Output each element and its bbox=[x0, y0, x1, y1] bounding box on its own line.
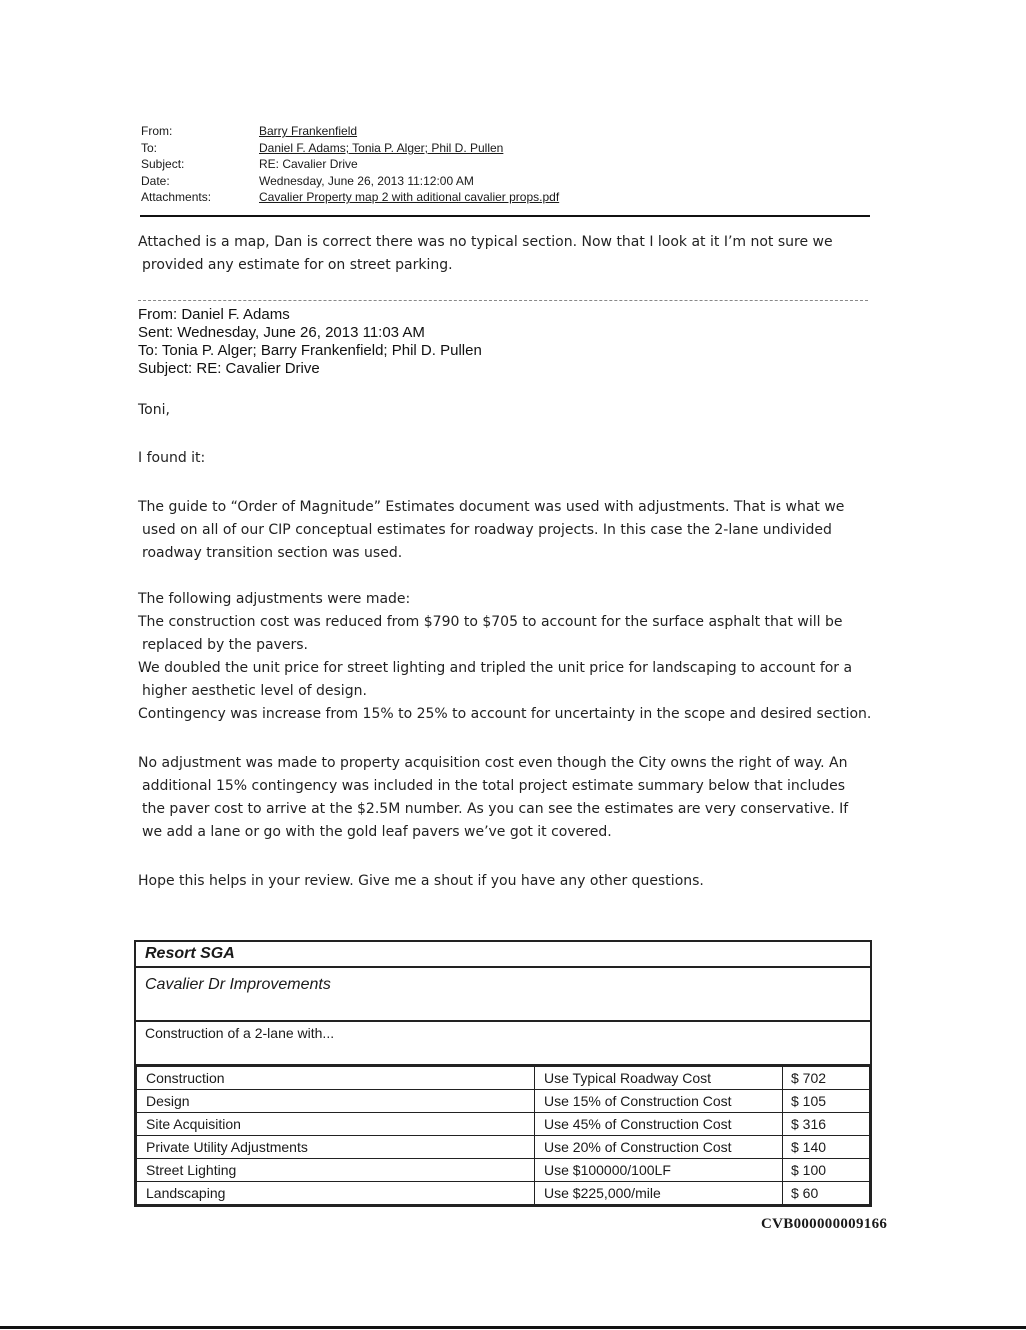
p3-line-3: the paver cost to arrive at the $2.5M number. As you can see the estimates are very conservative. If bbox=[142, 801, 849, 817]
attachments-label: Attachments: bbox=[141, 190, 212, 204]
table-title: Resort SGA bbox=[136, 942, 870, 968]
bates-number: CVB000000009166 bbox=[761, 1216, 888, 1232]
cost-rows bbox=[136, 1066, 870, 1205]
paragraph-1 bbox=[138, 496, 878, 565]
row-cost: $ 702 bbox=[783, 1067, 870, 1090]
p2-line-4: We doubled the unit price for street lighting and tripled the unit price for landscaping to account for a bbox=[138, 660, 853, 676]
p2-line-1: The following adjustments were made: bbox=[138, 591, 411, 607]
table-row bbox=[137, 1136, 870, 1159]
found-line: I found it: bbox=[138, 450, 206, 466]
cost-estimate-table bbox=[134, 940, 872, 1207]
table-row bbox=[137, 1067, 870, 1090]
fwd-sent: Sent: Wednesday, June 26, 2013 11:03 AM bbox=[138, 324, 425, 341]
fwd-to: To: Tonia P. Alger; Barry Frankenfield; Phil D. Pullen bbox=[138, 342, 482, 359]
reply-line-1: Attached is a map, Dan is correct there was no typical section. Now that I look at it I’m not sure we bbox=[138, 234, 833, 250]
row-basis: Use 20% of Construction Cost bbox=[535, 1136, 783, 1159]
p1-line-2: used on all of our CIP conceptual estimates for roadway projects. In this case the 2-lane undivided bbox=[142, 522, 832, 538]
forward-divider bbox=[138, 300, 868, 301]
row-basis: Use $100000/100LF bbox=[535, 1159, 783, 1182]
row-cost: $ 100 bbox=[783, 1159, 870, 1182]
row-cost: $ 316 bbox=[783, 1113, 870, 1136]
from-label: From: bbox=[141, 124, 173, 138]
paragraph-2 bbox=[138, 588, 878, 726]
table-row bbox=[137, 1113, 870, 1136]
row-item: Construction bbox=[137, 1067, 535, 1090]
greeting: Toni, bbox=[138, 402, 170, 418]
date-value: Wednesday, June 26, 2013 11:12:00 AM bbox=[259, 174, 474, 188]
row-cost: $ 60 bbox=[783, 1182, 870, 1205]
row-basis: Use Typical Roadway Cost bbox=[535, 1067, 783, 1090]
to-value[interactable]: Daniel F. Adams; Tonia P. Alger; Phil D. Pullen bbox=[259, 141, 504, 155]
row-basis: Use $225,000/mile bbox=[535, 1182, 783, 1205]
attachment-link[interactable]: Cavalier Property map 2 with aditional cavalier props.pdf bbox=[259, 190, 560, 204]
table-row bbox=[137, 1159, 870, 1182]
p1-line-3: roadway transition section was used. bbox=[142, 545, 403, 561]
row-item: Street Lighting bbox=[137, 1159, 535, 1182]
table-row bbox=[137, 1090, 870, 1113]
row-cost: $ 105 bbox=[783, 1090, 870, 1113]
bottom-border bbox=[0, 1326, 1026, 1329]
p2-line-6: Contingency was increase from 15% to 25% to account for uncertainty in the scope and desired section. bbox=[138, 706, 872, 722]
row-item: Private Utility Adjustments bbox=[137, 1136, 535, 1159]
row-basis: Use 15% of Construction Cost bbox=[535, 1090, 783, 1113]
reply-line-2: provided any estimate for on street parking. bbox=[142, 257, 453, 273]
reply-body bbox=[138, 231, 878, 277]
table-row bbox=[137, 1182, 870, 1205]
row-item: Landscaping bbox=[137, 1182, 535, 1205]
p1-line-1: The guide to “Order of Magnitude” Estimates document was used with adjustments. That is what we bbox=[138, 499, 845, 515]
row-item: Design bbox=[137, 1090, 535, 1113]
fwd-from: From: Daniel F. Adams bbox=[138, 306, 290, 323]
fwd-subject: Subject: RE: Cavalier Drive bbox=[138, 360, 320, 377]
row-cost: $ 140 bbox=[783, 1136, 870, 1159]
p3-line-4: we add a lane or go with the gold leaf pavers we’ve got it covered. bbox=[142, 824, 612, 840]
p2-line-3: replaced by the pavers. bbox=[142, 637, 308, 653]
subject-label: Subject: bbox=[141, 157, 185, 171]
p2-line-2: The construction cost was reduced from $790 to $705 to account for the surface asphalt that will be bbox=[138, 614, 843, 630]
to-label: To: bbox=[141, 141, 158, 155]
subject-value: RE: Cavalier Drive bbox=[259, 157, 358, 171]
row-basis: Use 45% of Construction Cost bbox=[535, 1113, 783, 1136]
p3-line-1: No adjustment was made to property acquisition cost even though the City owns the right of way. An bbox=[138, 755, 848, 771]
table-subtitle: Cavalier Dr Improvements bbox=[136, 968, 870, 1022]
closing-line: Hope this helps in your review. Give me a shout if you have any other questions. bbox=[138, 873, 704, 889]
date-label: Date: bbox=[141, 174, 170, 188]
p3-line-2: additional 15% contingency was included in the total project estimate summary below that includes bbox=[142, 778, 846, 794]
p2-line-5: higher aesthetic level of design. bbox=[142, 683, 367, 699]
table-description: Construction of a 2-lane with... bbox=[136, 1022, 870, 1066]
forwarded-header bbox=[138, 306, 482, 378]
header-divider bbox=[140, 215, 870, 217]
from-value[interactable]: Barry Frankenfield bbox=[259, 124, 358, 138]
row-item: Site Acquisition bbox=[137, 1113, 535, 1136]
paragraph-3 bbox=[138, 752, 878, 844]
